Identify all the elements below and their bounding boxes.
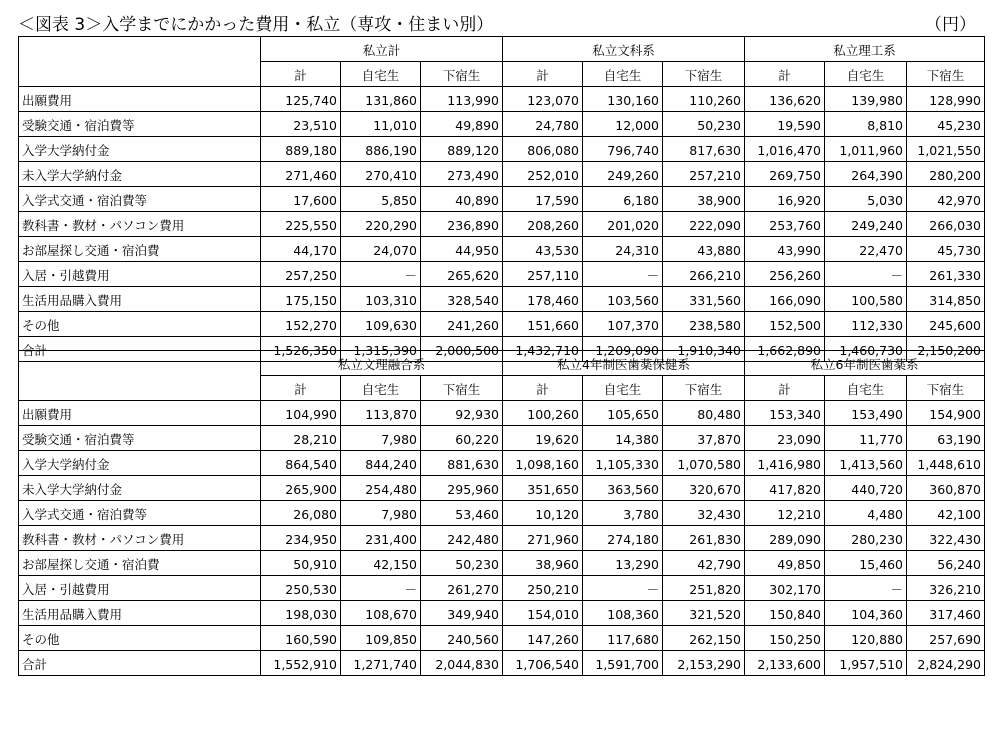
value-cell: － (583, 262, 663, 287)
value-cell: 417,820 (745, 476, 825, 501)
value-cell: 40,890 (421, 187, 503, 212)
value-cell: 231,400 (341, 526, 421, 551)
value-cell: 10,120 (503, 501, 583, 526)
column-header: 計 (503, 62, 583, 87)
value-cell: 112,330 (825, 312, 907, 337)
value-cell: 295,960 (421, 476, 503, 501)
value-cell: 2,153,290 (663, 651, 745, 676)
value-cell: 1,271,740 (341, 651, 421, 676)
value-cell: 53,460 (421, 501, 503, 526)
value-cell: 280,230 (825, 526, 907, 551)
value-cell: 262,150 (663, 626, 745, 651)
column-header: 計 (261, 62, 341, 87)
row-label: 入学式交通・宿泊費等 (19, 187, 261, 212)
value-cell: 2,133,600 (745, 651, 825, 676)
value-cell: 42,790 (663, 551, 745, 576)
value-cell: 844,240 (341, 451, 421, 476)
value-cell: 1,315,390 (341, 337, 421, 362)
value-cell: 63,190 (907, 426, 985, 451)
value-cell: 5,850 (341, 187, 421, 212)
value-cell: － (825, 262, 907, 287)
value-cell: 253,760 (745, 212, 825, 237)
value-cell: 271,960 (503, 526, 583, 551)
value-cell: 23,510 (261, 112, 341, 137)
value-cell: 265,620 (421, 262, 503, 287)
value-cell: 178,460 (503, 287, 583, 312)
value-cell: 242,480 (421, 526, 503, 551)
value-cell: － (341, 576, 421, 601)
table-row (19, 651, 985, 676)
value-cell: 238,580 (663, 312, 745, 337)
value-cell: 2,150,200 (907, 337, 985, 362)
value-cell: 273,490 (421, 162, 503, 187)
row-label: 出願費用 (19, 401, 261, 426)
value-cell: 43,880 (663, 237, 745, 262)
table-row (19, 237, 985, 262)
value-cell: 24,070 (341, 237, 421, 262)
row-label: その他 (19, 626, 261, 651)
row-label: 合計 (19, 651, 261, 676)
value-cell: 241,260 (421, 312, 503, 337)
value-cell: 317,460 (907, 601, 985, 626)
row-label: 出願費用 (19, 87, 261, 112)
row-label: 生活用品購入費用 (19, 601, 261, 626)
value-cell: 240,560 (421, 626, 503, 651)
value-cell: 154,010 (503, 601, 583, 626)
group-header: 私立文理融合系 (261, 351, 503, 376)
value-cell: 136,620 (745, 87, 825, 112)
value-cell: 175,150 (261, 287, 341, 312)
table-row (19, 212, 985, 237)
value-cell: 50,230 (421, 551, 503, 576)
value-cell: 50,910 (261, 551, 341, 576)
table-row (19, 312, 985, 337)
value-cell: 1,098,160 (503, 451, 583, 476)
value-cell: 26,080 (261, 501, 341, 526)
value-cell: 280,200 (907, 162, 985, 187)
value-cell: 130,160 (583, 87, 663, 112)
value-cell: 153,490 (825, 401, 907, 426)
group-header-row (19, 351, 985, 376)
value-cell: 1,070,580 (663, 451, 745, 476)
value-cell: 38,960 (503, 551, 583, 576)
column-header: 下宿生 (663, 376, 745, 401)
cost-table-2 (18, 350, 985, 676)
value-cell: 14,380 (583, 426, 663, 451)
group-header: 私立計 (261, 37, 503, 62)
value-cell: 117,680 (583, 626, 663, 651)
value-cell: 257,210 (663, 162, 745, 187)
value-cell: 2,824,290 (907, 651, 985, 676)
table-row (19, 137, 985, 162)
value-cell: 147,260 (503, 626, 583, 651)
value-cell: 45,730 (907, 237, 985, 262)
value-cell: 249,240 (825, 212, 907, 237)
column-header: 自宅生 (825, 62, 907, 87)
table-row (19, 426, 985, 451)
value-cell: 32,430 (663, 501, 745, 526)
value-cell: 254,480 (341, 476, 421, 501)
row-label: 合計 (19, 337, 261, 362)
column-header: 自宅生 (341, 376, 421, 401)
value-cell: 12,210 (745, 501, 825, 526)
value-cell: 817,630 (663, 137, 745, 162)
value-cell: 28,210 (261, 426, 341, 451)
value-cell: 1,209,090 (583, 337, 663, 362)
value-cell: 92,930 (421, 401, 503, 426)
value-cell: 38,900 (663, 187, 745, 212)
value-cell: 7,980 (341, 426, 421, 451)
value-cell: 16,920 (745, 187, 825, 212)
value-cell: 37,870 (663, 426, 745, 451)
value-cell: 19,590 (745, 112, 825, 137)
table-row (19, 287, 985, 312)
value-cell: 252,010 (503, 162, 583, 187)
value-cell: － (825, 576, 907, 601)
value-cell: 360,870 (907, 476, 985, 501)
column-header: 下宿生 (907, 62, 985, 87)
value-cell: 256,260 (745, 262, 825, 287)
value-cell: 160,590 (261, 626, 341, 651)
row-label: 入学大学納付金 (19, 451, 261, 476)
row-label: お部屋探し交通・宿泊費 (19, 551, 261, 576)
value-cell: 17,590 (503, 187, 583, 212)
table-row (19, 162, 985, 187)
value-cell: 45,230 (907, 112, 985, 137)
value-cell: 43,990 (745, 237, 825, 262)
column-header: 下宿生 (421, 62, 503, 87)
table-row (19, 112, 985, 137)
row-label: 入居・引越費用 (19, 262, 261, 287)
value-cell: 2,000,500 (421, 337, 503, 362)
value-cell: 125,740 (261, 87, 341, 112)
value-cell: 886,190 (341, 137, 421, 162)
row-label: 入学式交通・宿泊費等 (19, 501, 261, 526)
value-cell: 150,250 (745, 626, 825, 651)
value-cell: 103,310 (341, 287, 421, 312)
table-row (19, 501, 985, 526)
value-cell: 104,990 (261, 401, 341, 426)
value-cell: 349,940 (421, 601, 503, 626)
value-cell: 249,260 (583, 162, 663, 187)
group-header: 私立理工系 (745, 37, 985, 62)
column-header: 自宅生 (825, 376, 907, 401)
value-cell: 222,090 (663, 212, 745, 237)
column-header: 計 (745, 376, 825, 401)
value-cell: 331,560 (663, 287, 745, 312)
value-cell: 22,470 (825, 237, 907, 262)
table-row (19, 87, 985, 112)
row-label: 受験交通・宿泊費等 (19, 426, 261, 451)
value-cell: 5,030 (825, 187, 907, 212)
value-cell: 44,170 (261, 237, 341, 262)
value-cell: 100,260 (503, 401, 583, 426)
value-cell: 351,650 (503, 476, 583, 501)
row-label: お部屋探し交通・宿泊費 (19, 237, 261, 262)
value-cell: 1,591,700 (583, 651, 663, 676)
value-cell: 265,900 (261, 476, 341, 501)
value-cell: 17,600 (261, 187, 341, 212)
value-cell: 110,260 (663, 87, 745, 112)
value-cell: 1,416,980 (745, 451, 825, 476)
value-cell: 1,448,610 (907, 451, 985, 476)
value-cell: 1,016,470 (745, 137, 825, 162)
value-cell: 796,740 (583, 137, 663, 162)
value-cell: － (341, 262, 421, 287)
value-cell: 269,750 (745, 162, 825, 187)
value-cell: 257,250 (261, 262, 341, 287)
value-cell: 8,810 (825, 112, 907, 137)
value-cell: 49,850 (745, 551, 825, 576)
value-cell: 1,552,910 (261, 651, 341, 676)
value-cell: 289,090 (745, 526, 825, 551)
value-cell: 1,910,340 (663, 337, 745, 362)
value-cell: 251,820 (663, 576, 745, 601)
value-cell: 274,180 (583, 526, 663, 551)
row-label: 未入学大学納付金 (19, 162, 261, 187)
column-header: 自宅生 (583, 62, 663, 87)
value-cell: 1,011,960 (825, 137, 907, 162)
group-header-row (19, 37, 985, 62)
value-cell: 44,950 (421, 237, 503, 262)
value-cell: 23,090 (745, 426, 825, 451)
value-cell: 363,560 (583, 476, 663, 501)
value-cell: 128,990 (907, 87, 985, 112)
value-cell: 806,080 (503, 137, 583, 162)
value-cell: 1,460,730 (825, 337, 907, 362)
value-cell: 3,780 (583, 501, 663, 526)
value-cell: 107,370 (583, 312, 663, 337)
value-cell: 1,957,510 (825, 651, 907, 676)
value-cell: 1,662,890 (745, 337, 825, 362)
value-cell: 326,210 (907, 576, 985, 601)
value-cell: 49,890 (421, 112, 503, 137)
column-header: 下宿生 (421, 376, 503, 401)
value-cell: 198,030 (261, 601, 341, 626)
value-cell: 109,630 (341, 312, 421, 337)
value-cell: 152,500 (745, 312, 825, 337)
value-cell: 42,100 (907, 501, 985, 526)
value-cell: 261,330 (907, 262, 985, 287)
row-label: 入学大学納付金 (19, 137, 261, 162)
table-row (19, 626, 985, 651)
value-cell: 153,340 (745, 401, 825, 426)
column-header: 自宅生 (583, 376, 663, 401)
value-cell: 1,526,350 (261, 337, 341, 362)
value-cell: 234,950 (261, 526, 341, 551)
value-cell: 1,413,560 (825, 451, 907, 476)
value-cell: 328,540 (421, 287, 503, 312)
value-cell: 151,660 (503, 312, 583, 337)
value-cell: － (583, 576, 663, 601)
value-cell: 12,000 (583, 112, 663, 137)
group-header: 私立文科系 (503, 37, 745, 62)
page-title: ＜図表 3＞入学までにかかった費用・私立（専攻・住まい別） (18, 15, 494, 35)
value-cell: 250,530 (261, 576, 341, 601)
value-cell: 266,210 (663, 262, 745, 287)
value-cell: 302,170 (745, 576, 825, 601)
value-cell: 261,830 (663, 526, 745, 551)
cost-table-1 (18, 36, 985, 362)
column-header: 計 (261, 376, 341, 401)
value-cell: 322,430 (907, 526, 985, 551)
value-cell: 1,105,330 (583, 451, 663, 476)
column-header: 計 (503, 376, 583, 401)
column-header: 計 (745, 62, 825, 87)
table-row (19, 576, 985, 601)
table-row (19, 551, 985, 576)
value-cell: 264,390 (825, 162, 907, 187)
value-cell: 889,120 (421, 137, 503, 162)
value-cell: 166,090 (745, 287, 825, 312)
column-header: 下宿生 (663, 62, 745, 87)
value-cell: 56,240 (907, 551, 985, 576)
column-header: 自宅生 (341, 62, 421, 87)
value-cell: 60,220 (421, 426, 503, 451)
corner-cell (19, 351, 261, 401)
row-label: その他 (19, 312, 261, 337)
row-label: 生活用品購入費用 (19, 287, 261, 312)
value-cell: 15,460 (825, 551, 907, 576)
value-cell: 208,260 (503, 212, 583, 237)
value-cell: 2,044,830 (421, 651, 503, 676)
row-label: 入居・引越費用 (19, 576, 261, 601)
value-cell: 271,460 (261, 162, 341, 187)
value-cell: 13,290 (583, 551, 663, 576)
value-cell: 113,990 (421, 87, 503, 112)
value-cell: 7,980 (341, 501, 421, 526)
unit-label: （円） (925, 15, 976, 35)
value-cell: 236,890 (421, 212, 503, 237)
table-row (19, 401, 985, 426)
value-cell: 108,670 (341, 601, 421, 626)
value-cell: 321,520 (663, 601, 745, 626)
value-cell: 201,020 (583, 212, 663, 237)
value-cell: 225,550 (261, 212, 341, 237)
value-cell: 50,230 (663, 112, 745, 137)
value-cell: 257,110 (503, 262, 583, 287)
value-cell: 4,480 (825, 501, 907, 526)
value-cell: 19,620 (503, 426, 583, 451)
value-cell: 864,540 (261, 451, 341, 476)
value-cell: 104,360 (825, 601, 907, 626)
table-row (19, 262, 985, 287)
value-cell: 80,480 (663, 401, 745, 426)
value-cell: 24,780 (503, 112, 583, 137)
value-cell: 43,530 (503, 237, 583, 262)
table-row (19, 187, 985, 212)
value-cell: 154,900 (907, 401, 985, 426)
value-cell: 250,210 (503, 576, 583, 601)
value-cell: 889,180 (261, 137, 341, 162)
row-label: 受験交通・宿泊費等 (19, 112, 261, 137)
value-cell: 131,860 (341, 87, 421, 112)
value-cell: 220,290 (341, 212, 421, 237)
value-cell: 1,021,550 (907, 137, 985, 162)
value-cell: 11,010 (341, 112, 421, 137)
table-row (19, 451, 985, 476)
row-label: 教科書・教材・パソコン費用 (19, 526, 261, 551)
value-cell: 42,150 (341, 551, 421, 576)
value-cell: 261,270 (421, 576, 503, 601)
row-label: 教科書・教材・パソコン費用 (19, 212, 261, 237)
column-header: 下宿生 (907, 376, 985, 401)
value-cell: 139,980 (825, 87, 907, 112)
value-cell: 42,970 (907, 187, 985, 212)
table-row (19, 476, 985, 501)
value-cell: 270,410 (341, 162, 421, 187)
value-cell: 245,600 (907, 312, 985, 337)
value-cell: 440,720 (825, 476, 907, 501)
value-cell: 105,650 (583, 401, 663, 426)
row-label: 未入学大学納付金 (19, 476, 261, 501)
value-cell: 1,706,540 (503, 651, 583, 676)
corner-cell (19, 37, 261, 87)
value-cell: 320,670 (663, 476, 745, 501)
value-cell: 266,030 (907, 212, 985, 237)
value-cell: 120,880 (825, 626, 907, 651)
group-header: 私立6年制医歯薬系 (745, 351, 985, 376)
value-cell: 11,770 (825, 426, 907, 451)
value-cell: 100,580 (825, 287, 907, 312)
value-cell: 881,630 (421, 451, 503, 476)
value-cell: 152,270 (261, 312, 341, 337)
value-cell: 103,560 (583, 287, 663, 312)
value-cell: 24,310 (583, 237, 663, 262)
value-cell: 113,870 (341, 401, 421, 426)
value-cell: 1,432,710 (503, 337, 583, 362)
value-cell: 257,690 (907, 626, 985, 651)
value-cell: 314,850 (907, 287, 985, 312)
table-row (19, 526, 985, 551)
value-cell: 6,180 (583, 187, 663, 212)
value-cell: 108,360 (583, 601, 663, 626)
table-row (19, 601, 985, 626)
value-cell: 109,850 (341, 626, 421, 651)
group-header: 私立4年制医歯薬保健系 (503, 351, 745, 376)
value-cell: 150,840 (745, 601, 825, 626)
value-cell: 123,070 (503, 87, 583, 112)
